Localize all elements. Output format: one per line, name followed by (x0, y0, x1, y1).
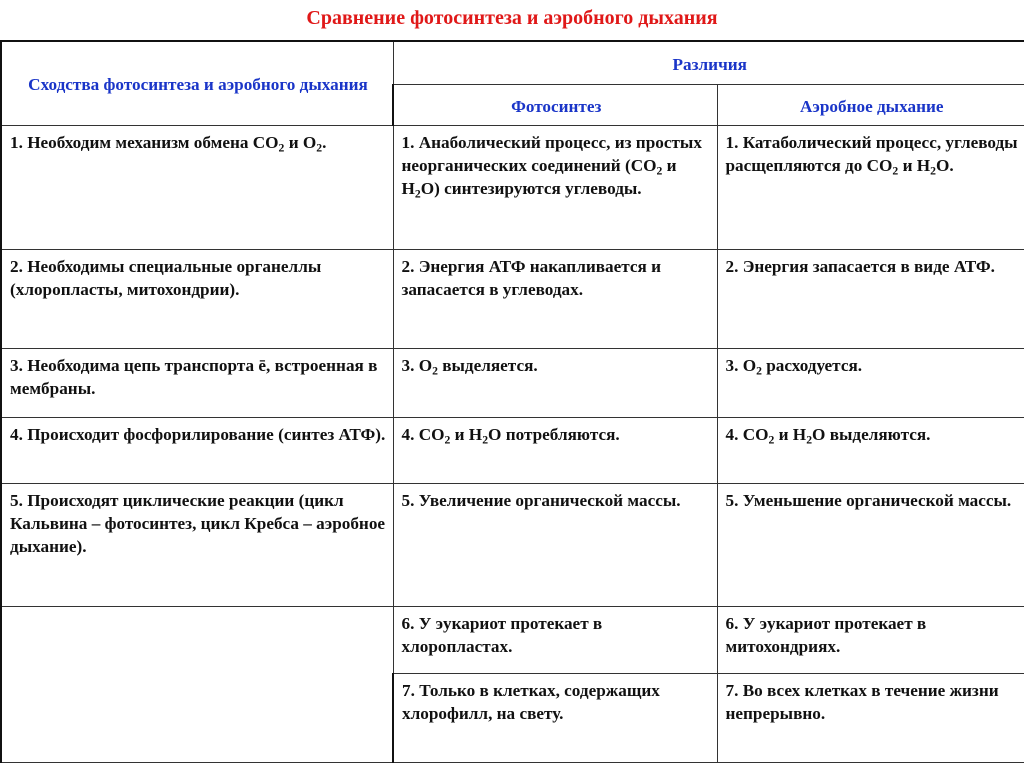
table-row (1, 607, 1024, 674)
similarity-cell: 4. Происходит фосфорилирование (синтез АТФ). (1, 418, 393, 484)
similarities-header: Сходства фотосинтеза и аэробного дыхания (1, 41, 393, 126)
table-row (1, 418, 1024, 484)
aerobic-cell: 6. У эукариот протекает в митохондриях. (717, 607, 1024, 674)
aerobic-cell: 7. Во всех клетках в течение жизни непрерывно. (717, 674, 1024, 763)
similarity-cell: 2. Необходимы специальные органеллы (хлоропласты, митохондрии). (1, 250, 393, 349)
aerobic-cell: 5. Уменьшение органической массы. (717, 484, 1024, 607)
comparison-table (0, 40, 1024, 763)
photosynthesis-cell: 2. Энергия АТФ накапливается и запасается в углеводах. (393, 250, 717, 349)
differences-header: Различия (393, 41, 1024, 85)
table-row (1, 126, 1024, 250)
photosynthesis-cell: 6. У эукариот протекает в хлоропластах. (393, 607, 717, 674)
similarity-cell-empty (1, 607, 393, 763)
table-row (1, 250, 1024, 349)
photosynthesis-cell: 5. Увеличение органической массы. (393, 484, 717, 607)
aerobic-cell: 4. $CO_2$ и $H_2O$ выделяются. (717, 418, 1024, 484)
aerobic-cell: 1. Катаболический процесс, углеводы расщепляются до $CO_2$ и $H_2O$. (717, 126, 1024, 250)
aerobic-cell: 3. $O_2$ расходуется. (717, 349, 1024, 418)
photosynthesis-cell: 1. Анаболический процесс, из простых неорганических соединений ($CO_2$ и $H_2O$) синтезируются углеводы. (393, 126, 717, 250)
slide-title: Сравнение фотосинтеза и аэробного дыхания (306, 7, 718, 29)
similarity-cell: 5. Происходят циклические реакции (цикл Кальвина – фотосинтез, цикл Кребса – аэробное дыхание). (1, 484, 393, 607)
photosynthesis-header: Фотосинтез (393, 85, 717, 126)
header-row (1, 41, 1024, 85)
table-row (1, 349, 1024, 418)
table-row (1, 484, 1024, 607)
aerobic-header: Аэробное дыхание (717, 85, 1024, 126)
photosynthesis-cell: 3. $O_2$ выделяется. (393, 349, 717, 418)
similarity-cell: 3. Необходима цепь транспорта ē, встроенная в мембраны. (1, 349, 393, 418)
photosynthesis-cell: 4. $CO_2$ и $H_2O$ потребляются. (393, 418, 717, 484)
photosynthesis-cell: 7. Только в клетках, содержащих хлорофилл, на свету. (393, 674, 717, 763)
aerobic-cell: 2. Энергия запасается в виде АТФ. (717, 250, 1024, 349)
similarity-cell: 1. Необходим механизм обмена $CO_2$ и $O_2$. (1, 126, 393, 250)
